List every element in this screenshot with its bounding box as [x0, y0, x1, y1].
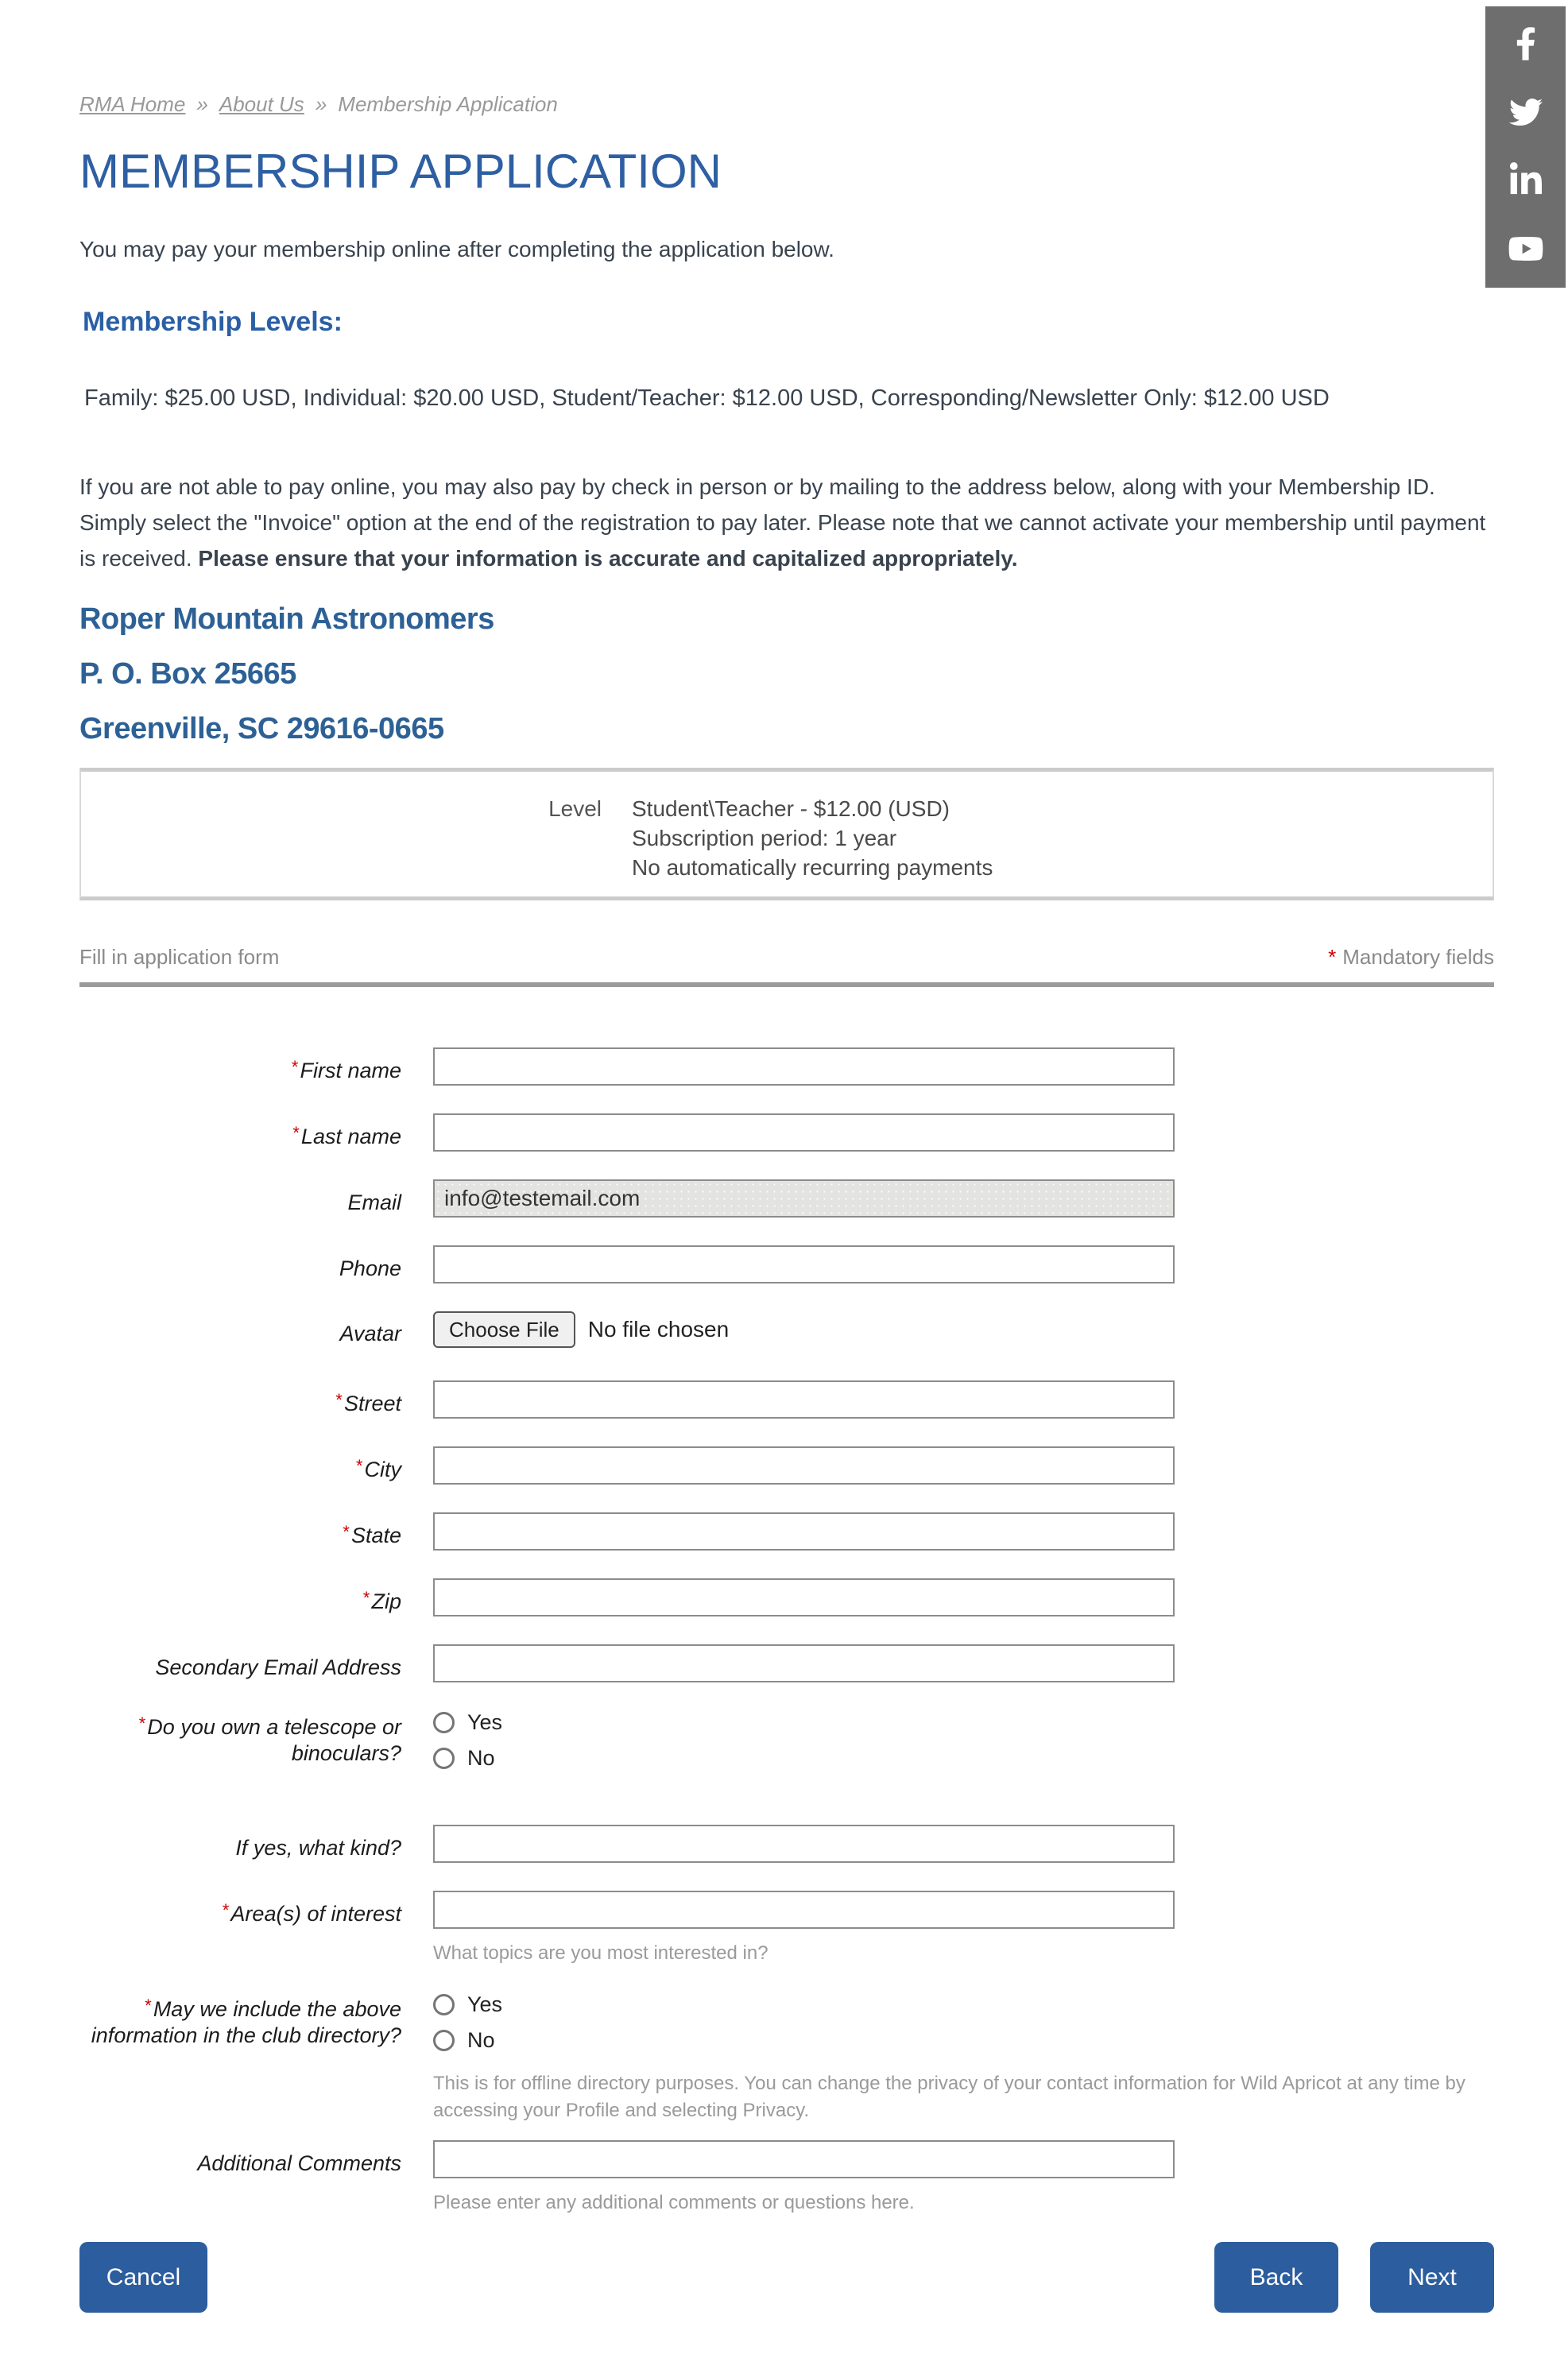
field-row-telescope: [79, 1710, 1494, 1782]
membership-levels-heading: Membership Levels:: [83, 307, 343, 337]
mailing-address: [79, 592, 1494, 757]
telescope-yes-option[interactable]: [433, 1710, 1494, 1735]
interests-input[interactable]: [433, 1891, 1175, 1929]
linkedin-icon[interactable]: [1510, 162, 1542, 199]
back-button[interactable]: Back: [1214, 2242, 1338, 2313]
zip-label: * Zip: [362, 1588, 401, 1613]
intro-paragraph: You may pay your membership online after completing the application below.: [79, 237, 834, 261]
street-label: * Street: [335, 1390, 401, 1415]
street-input[interactable]: [433, 1380, 1175, 1419]
breadcrumb-separator: »: [315, 92, 327, 116]
required-asterisk: *: [290, 1057, 298, 1077]
field-row-state: [79, 1512, 1494, 1551]
last-name-label: * Last name: [292, 1123, 401, 1148]
breadcrumb: [79, 0, 1494, 117]
level-subscription-period: Subscription period: 1 year: [632, 826, 897, 850]
social-sidebar: [1485, 6, 1566, 288]
field-row-avatar: [79, 1311, 1494, 1348]
required-asterisk: *: [342, 1522, 349, 1542]
field-row-secondary-email: [79, 1644, 1494, 1682]
email-input: [433, 1179, 1175, 1218]
field-row-city: [79, 1446, 1494, 1485]
phone-input[interactable]: [433, 1245, 1175, 1283]
telescope-yes-radio[interactable]: [433, 1712, 455, 1733]
address-line-city: Greenville, SC 29616-0665: [79, 712, 444, 745]
city-input[interactable]: [433, 1446, 1175, 1485]
required-asterisk: *: [335, 1390, 342, 1410]
required-asterisk: *: [137, 1713, 145, 1733]
facebook-icon[interactable]: [1516, 25, 1536, 62]
telescope-label: * Do you own a telescope or binoculars?: [137, 1713, 401, 1765]
comments-input[interactable]: [433, 2140, 1175, 2178]
mandatory-fields-label: Mandatory fields: [1342, 945, 1494, 969]
address-line-po-box: P. O. Box 25665: [79, 657, 296, 691]
directory-no-option[interactable]: [433, 2028, 1494, 2053]
field-row-last-name: [79, 1113, 1494, 1152]
telescope-kind-input[interactable]: [433, 1825, 1175, 1863]
state-label: * State: [342, 1522, 401, 1547]
pay-offline-bold-note: Please ensure that your information is accurate and capitalized appropriately.: [198, 546, 1018, 571]
city-label: * City: [354, 1456, 401, 1481]
telescope-no-option[interactable]: [433, 1746, 1494, 1771]
required-asterisk: *: [221, 1900, 229, 1920]
required-asterisk: *: [292, 1123, 299, 1143]
level-label: Level: [548, 796, 602, 821]
secondary-email-input[interactable]: [433, 1644, 1175, 1682]
form-divider: [79, 982, 1494, 987]
last-name-input[interactable]: [433, 1113, 1175, 1152]
telescope-no-radio[interactable]: [433, 1748, 455, 1769]
secondary-email-label: Secondary Email Address: [155, 1655, 401, 1679]
cancel-button[interactable]: Cancel: [79, 2242, 207, 2313]
directory-yes-radio[interactable]: [433, 1994, 455, 2015]
mandatory-asterisk: *: [1328, 945, 1337, 969]
membership-levels-line: Family: $25.00 USD, Individual: $20.00 USD, Student/Teacher: $12.00 USD, Corresponding/Newsletter Only: $12.00 USD: [84, 385, 1330, 411]
form-header: [79, 945, 1494, 970]
directory-no-label: No: [467, 2028, 495, 2052]
field-row-phone: [79, 1245, 1494, 1283]
choose-file-button[interactable]: Choose File: [433, 1311, 575, 1348]
level-summary-box: [79, 768, 1494, 900]
zip-input[interactable]: [433, 1578, 1175, 1616]
level-recurring-note: No automatically recurring payments: [632, 855, 993, 880]
page-title: MEMBERSHIP APPLICATION: [79, 145, 722, 198]
field-row-street: [79, 1380, 1494, 1419]
mandatory-fields-note: [1328, 945, 1494, 970]
breadcrumb-current: Membership Application: [338, 92, 558, 116]
next-button[interactable]: Next: [1370, 2242, 1494, 2313]
telescope-yes-label: Yes: [467, 1710, 503, 1734]
directory-no-radio[interactable]: [433, 2030, 455, 2051]
required-asterisk: *: [354, 1456, 362, 1476]
breadcrumb-separator: »: [196, 92, 208, 116]
interests-label: * Area(s) of interest: [221, 1900, 401, 1926]
twitter-icon[interactable]: [1508, 94, 1544, 130]
avatar-label: Avatar: [339, 1322, 401, 1345]
telescope-no-label: No: [467, 1746, 495, 1770]
breadcrumb-link-home[interactable]: RMA Home: [79, 92, 186, 116]
field-row-comments: [79, 2140, 1494, 2217]
field-row-telescope-kind: [79, 1825, 1494, 1863]
state-input[interactable]: [433, 1512, 1175, 1551]
comments-label: Additional Comments: [197, 2151, 401, 2175]
field-row-zip: [79, 1578, 1494, 1616]
field-row-directory: [79, 1992, 1494, 2124]
pay-offline-text: If you are not able to pay online, you may also pay by check in person or by mailing to the address below, along with your Membership ID. Simply select the "Invoice" option at the end of the registration to pay later. Please note that we cannot activate your membership until payment is received.: [79, 474, 1486, 571]
phone-label: Phone: [339, 1256, 401, 1280]
form-buttons-bar: [79, 2242, 1494, 2313]
first-name-label: * First name: [290, 1057, 401, 1082]
field-row-first-name: [79, 1047, 1494, 1086]
interests-helper-text: What topics are you most interested in?: [433, 1942, 769, 1964]
directory-helper-text: This is for offline directory purposes. You can change the privacy of your contact information for Wild Apricot at any time by accessing your Profile and selecting Privacy.: [433, 2073, 1465, 2121]
directory-label: * May we include the above information in the club directory?: [91, 1996, 401, 2047]
fill-in-form-label: Fill in application form: [79, 945, 280, 969]
level-name: Student\Teacher - $12.00 (USD): [632, 796, 950, 821]
breadcrumb-link-about[interactable]: About Us: [219, 92, 304, 116]
required-asterisk: *: [362, 1588, 370, 1608]
directory-yes-label: Yes: [467, 1992, 503, 2016]
pay-offline-paragraph: [79, 469, 1494, 576]
address-line-org: Roper Mountain Astronomers: [79, 602, 494, 636]
telescope-kind-label: If yes, what kind?: [235, 1836, 401, 1860]
first-name-input[interactable]: [433, 1047, 1175, 1086]
required-asterisk: *: [144, 1996, 151, 2015]
application-form: [79, 1047, 1494, 2217]
field-row-email: [79, 1179, 1494, 1218]
comments-helper-text: Please enter any additional comments or questions here.: [433, 2192, 915, 2213]
youtube-icon[interactable]: [1506, 230, 1546, 267]
email-label: Email: [347, 1191, 401, 1214]
field-row-interests: [79, 1891, 1494, 1967]
directory-yes-option[interactable]: [433, 1992, 1494, 2017]
file-chosen-status: No file chosen: [587, 1317, 730, 1342]
